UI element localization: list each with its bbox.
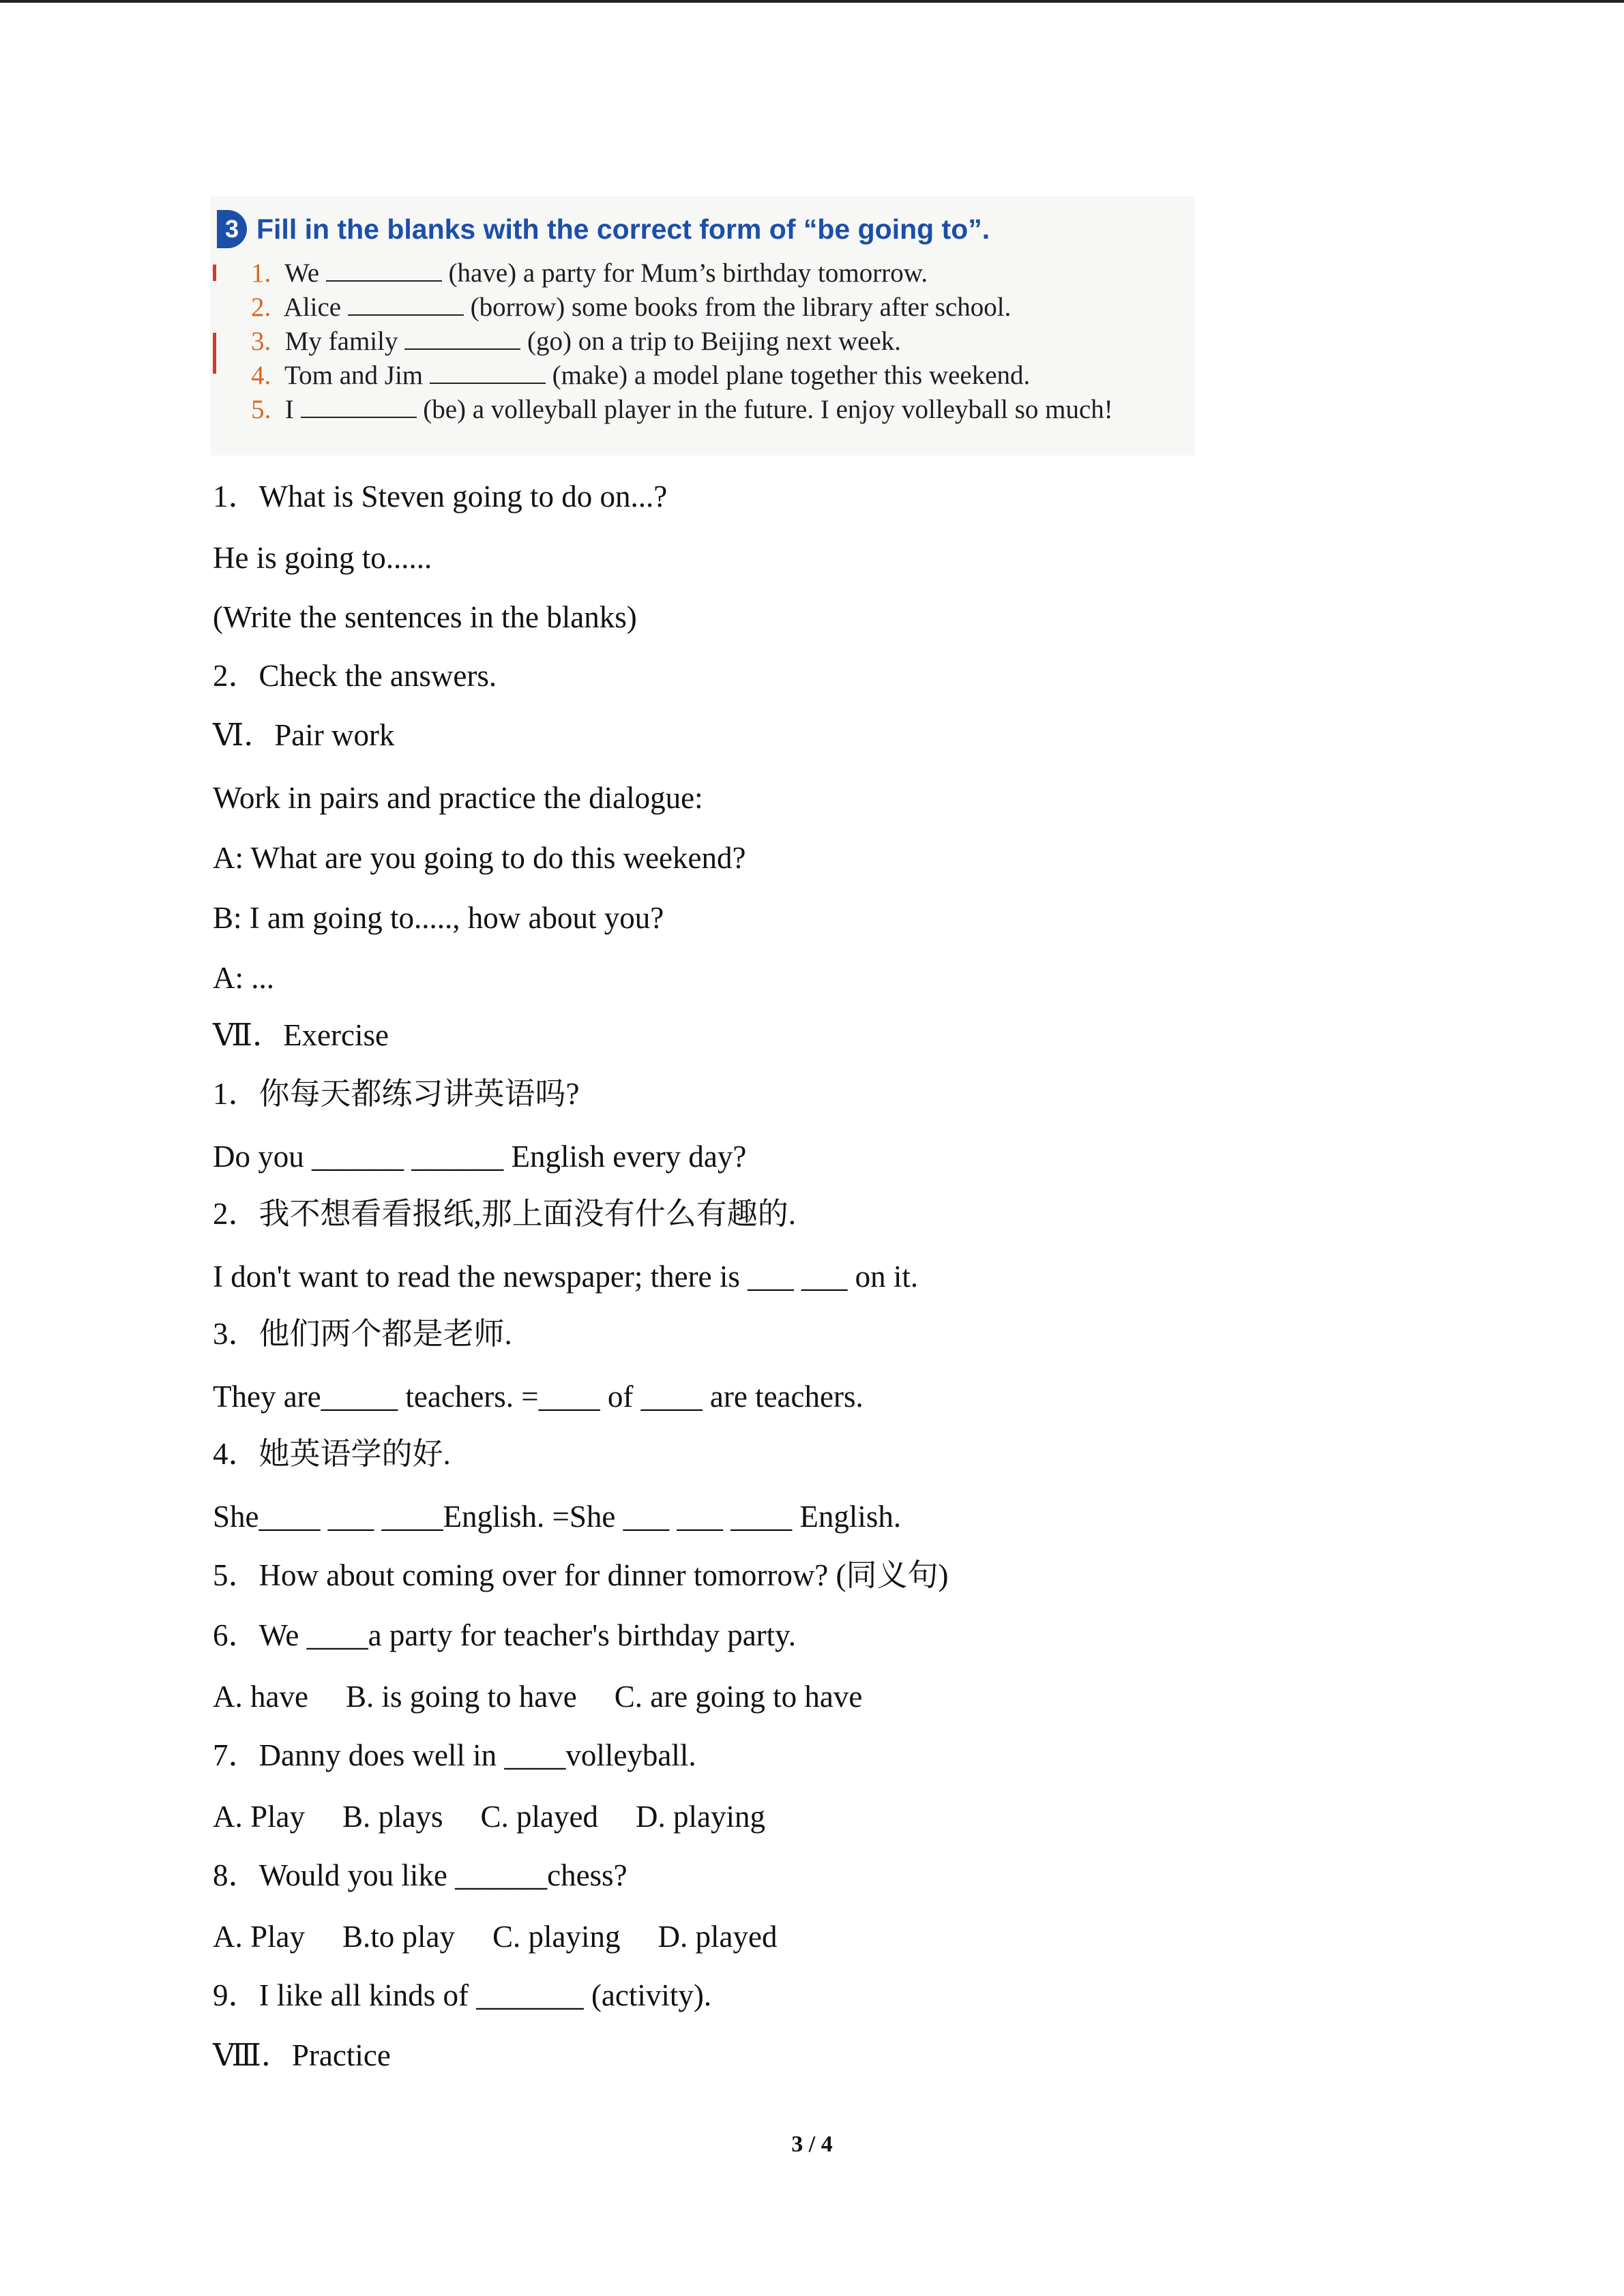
question-line: 2．我不想看看报纸,那上面没有什么有趣的. [213, 1197, 797, 1231]
page-number: 3 / 4 [791, 2132, 833, 2157]
option: D. played [658, 1920, 778, 1954]
question-line: 9．I like all kinds of _______ (activity). [213, 1978, 712, 2012]
exercise-item: 4. Tom and Jim (make) a model plane together this weekend. [251, 361, 1031, 390]
textbook-exercise-image [210, 196, 1195, 456]
exercise-item: 1. We (have) a party for Mum’s birthday tomorrow. [251, 258, 928, 288]
option: C. are going to have [614, 1680, 863, 1714]
answer-line: They are_____ teachers. =____ of ____ are teachers. [213, 1380, 863, 1414]
question-line: 1．What is Steven going to do on...? [213, 479, 668, 513]
option: A. Play [213, 1800, 305, 1834]
question-line: 3．他们两个都是老师. [213, 1317, 512, 1351]
margin-mark [213, 333, 216, 374]
exercise-number-badge: 3 [217, 210, 247, 248]
text-line: 2．Check the answers. [213, 659, 497, 693]
question-line: 1．你每天都练习讲英语吗? [213, 1077, 580, 1111]
question-line: 8．Would you like ______chess? [213, 1858, 628, 1892]
exercise-items [251, 256, 1113, 427]
question-line: 7．Danny does well in ____volleyball. [213, 1738, 696, 1772]
answer-line: Do you ______ ______ English every day? [213, 1139, 747, 1174]
answer-blank [404, 328, 520, 350]
option: B. is going to have [345, 1680, 577, 1714]
dialogue-line: A: What are you going to do this weekend? [213, 841, 746, 875]
dialogue-line: A: ... [213, 961, 274, 995]
option: A. Play [213, 1920, 305, 1954]
dialogue-line: B: I am going to....., how about you? [213, 901, 664, 935]
question-line: 5．How about coming over for dinner tomorrow? (同义句) [213, 1558, 949, 1592]
answer-blank [301, 396, 417, 418]
option: C. playing [492, 1920, 621, 1954]
exercise-title: Fill in the blanks with the correct form of “be going to”. [256, 213, 990, 245]
text-line: He is going to...... [213, 541, 432, 575]
answer-blank [326, 260, 442, 282]
option: B. plays [342, 1800, 443, 1834]
answer-blank [348, 294, 464, 316]
option: C. played [480, 1800, 598, 1834]
answer-line: She____ ___ ____English. =She ___ ___ ____ English. [213, 1500, 902, 1534]
exercise-item: 5. I (be) a volleyball player in the future. I enjoy volleyball so much! [251, 395, 1113, 424]
option: B.to play [342, 1920, 455, 1954]
top-border [0, 0, 1624, 3]
text-line: (Write the sentences in the blanks) [213, 600, 637, 634]
question-line: 6．We ____a party for teacher's birthday party. [213, 1618, 797, 1652]
options-line [213, 1678, 862, 1716]
section-heading: Ⅶ．Exercise [213, 1018, 389, 1052]
options-line [213, 1798, 765, 1836]
options-line [213, 1918, 777, 1956]
section-heading: Ⅷ．Practice [213, 2038, 391, 2072]
margin-mark [213, 265, 216, 281]
exercise-item: 2. Alice (borrow) some books from the library after school. [251, 293, 1012, 322]
section-heading: Ⅵ．Pair work [213, 718, 395, 752]
exercise-item: 3. My family (go) on a trip to Beijing next week. [251, 327, 902, 356]
text-line: Work in pairs and practice the dialogue: [213, 781, 703, 815]
exercise-heading [217, 210, 990, 248]
answer-blank [430, 362, 546, 384]
answer-line: I don't want to read the newspaper; there is ___ ___ on it. [213, 1259, 919, 1294]
question-line: 4．她英语学的好. [213, 1437, 451, 1471]
option: D. playing [635, 1800, 765, 1834]
option: A. have [213, 1680, 308, 1714]
